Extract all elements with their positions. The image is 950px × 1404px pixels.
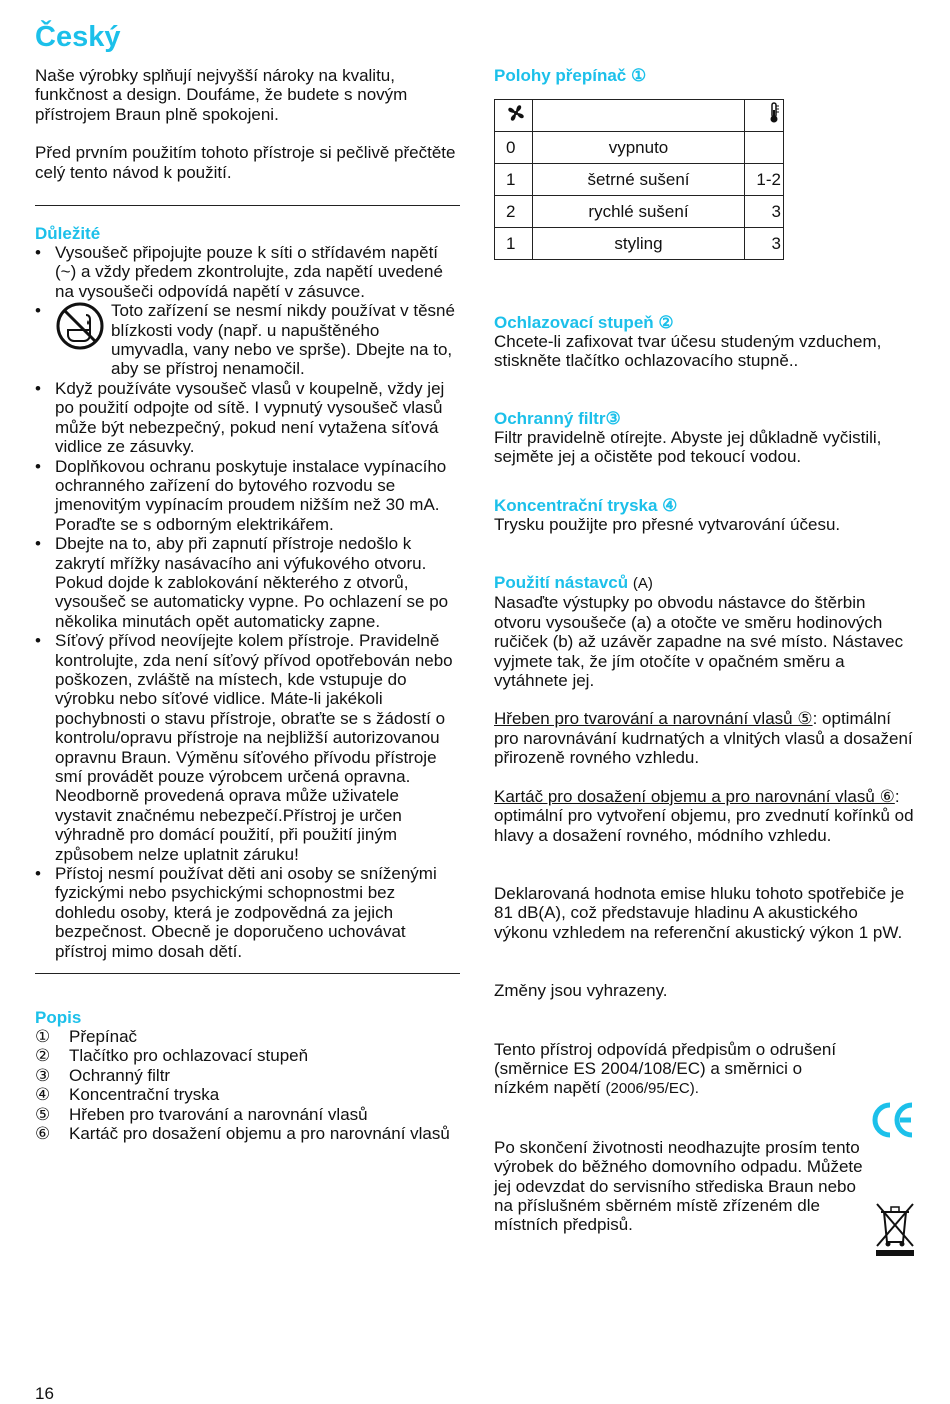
thermometer-icon — [745, 100, 784, 132]
list-item: • Když používáte vysoušeč vlasů v koupelně, vždy jej po použití odpojte od sítě. I vypnutý vysoušeč vlasů může být nebezpečný, pokud není vytažena síťová vidlice ze zásuvky. — [35, 378, 445, 457]
nozzle-text: Trysku použijte pro přesné vytvarování účesu. — [494, 514, 841, 534]
list-item: • Toto zařízení se nesmí nikdy používat v těsné blízkosti vody (např. u napuštěného umyvadla, vany nebo ve sprše). Dbejte na to, aby se přístroj nenamočil. — [35, 301, 455, 379]
filter-text: Filtr pravidelně otírejte. Abyste jej důkladně vyčistili, sejměte jej a očistěte pod tekoucí vodou. — [494, 427, 882, 467]
table-row: 0 vypnuto — [495, 132, 784, 164]
list-item: ① Přepínač — [35, 1027, 138, 1047]
noise-text: Deklarovaná hodnota emise hluku tohoto spotřebiče je 81 dB(A), což představuje hladinu A akustického výkonu vzhledem na referenční akustický výkon 1 pW. — [494, 883, 905, 942]
list-item: • Přístoj nesmí používat děti ani osoby se sníženými fyzickými nebo psychickými schopnostmi bez dohledu osoby, která je zodpovědná za jejich bezpečnost. Obecně je doporučeno uchovávat přístroj mimo dosah dětí. — [35, 864, 437, 961]
attach-heading: Použití nástavců — [494, 573, 629, 593]
intro-paragraph-1: Naše výrobky splňují nejvyšší nároky na kvalitu, funkčnost a design. Doufáme, že budete s novým přístrojem Braun plně spokojeni. — [35, 66, 408, 124]
switch-table — [494, 99, 784, 260]
cool-text: Chcete-li zafixovat tvar účesu studeným vzduchem, stiskněte tlačítko ochlazovacího stupně.. — [494, 332, 882, 371]
changes-text: Změny jsou vyhrazeny. — [494, 981, 668, 1001]
table-row: 1 styling 3 — [495, 228, 784, 260]
page-number: 16 — [35, 1384, 54, 1403]
list-item: • Vysoušeč připojujte pouze k síti o střídavém napětí (~) a vždy předem zkontrolujte, zda napětí uvedené na vysoušeči odpovídá napětí v zásuvce. — [35, 243, 443, 301]
brush-label: Kartáč pro dosažení objemu a pro narovnání vlasů ⑥ — [494, 786, 895, 806]
conformity-text: Tento přístroj odpovídá předpisům o odrušení (směrnice ES 2004/108/EC) a směrnici o nízkém napětí (2006/95/EC). — [494, 1039, 837, 1098]
cool-heading: Ochlazovací stupeň ② — [494, 313, 674, 332]
important-list — [35, 243, 460, 961]
attach-text: Nasaďte výstupky po obvodu nástavce do štěrbin otvoru vysoušeče (a) a otočte ve směru hodinových ručiček (b) až uzávěr zapadne na své místo. Nástavec vyjmete tak, že jím otočíte v opačném směru a vytáhnete jej. — [494, 593, 904, 691]
comb-paragraph: Hřeben pro tvarování a narovnání vlasů ⑤: optimální pro narovnávání kudrnatých a vlnitých vlasů a dosažení přirozeně rovného vzhledu. — [494, 709, 913, 768]
table-row: 2 rychlé sušení 3 — [495, 196, 784, 228]
list-item: • Doplňkovou ochranu poskytuje instalace vypínacího ochranného zařízení do bytového rozvodu se jmenovitým vypínacím proudem nižším než 30 mA. Poraďte se s odborným elektrikářem. — [35, 456, 447, 534]
ce-mark-icon — [870, 1100, 916, 1145]
intro-paragraph-2: Před prvním použitím tohoto přístroje si pečlivě přečtěte celý tento návod k použití. — [35, 143, 456, 182]
list-item: • Síťový přívod neovíjejte kolem přístroje. Pravidelně kontrolujte, zda není síťový přívod opotřebován nebo poškozen, zvláště na místech, kde vstupuje do výrobku nebo síťové vidlice. Máte-li jakékoli pochybnosti o stavu přístroje, obraťte se s žádostí o kontrolu/opravu přístroje na nejbližší autorizovanou opravnu Braun. Výměnu síťového přívodu přístroje smí provádět pouze výrobcem určená opravna. Neodborně provedená oprava může uživatele vystavit značnému nebezpečí.Přístroj je určen výhradně pro domácí použití, při použití jiným způsobem nelze uplatnit záruku! — [35, 631, 453, 864]
brush-paragraph: Kartáč pro dosažení objemu a pro narovnání vlasů ⑥: optimální pro vytvoření objemu, pro zvednutí kořínků od hlavy a dosažení rovného, módního vzhledu. — [494, 786, 914, 845]
disposal-text: Po skončení životnosti neodhazujte prosím tento výrobek do běžného domovního odpadu. Můžete jej odevzdat do servisního střediska Braun nebo na příslušném sběrném místě zřízeném dle místních předpisů. — [494, 1137, 863, 1235]
popis-list — [35, 1027, 460, 1143]
filter-heading: Ochranný filtr③ — [494, 408, 621, 428]
page-title: Český — [35, 21, 121, 53]
list-item: ⑥ Kartáč pro dosažení objemu a pro narovnání vlasů — [35, 1124, 450, 1144]
list-item: ② Tlačítko pro ochlazovací stupeň — [35, 1046, 309, 1066]
important-heading: Důležité — [35, 224, 101, 244]
attach-heading-row — [494, 573, 914, 593]
list-item: ③ Ochranný filtr — [35, 1065, 171, 1085]
table-row: 1 šetrné sušení 1-2 — [495, 164, 784, 196]
no-water-warning-icon — [55, 301, 111, 379]
table-header-row — [495, 100, 784, 132]
list-item: ⑤ Hřeben pro tvarování a narovnání vlasů — [35, 1104, 368, 1124]
left-column — [35, 20, 460, 1144]
fan-icon — [495, 100, 533, 132]
switch-heading: Polohy přepínač ① — [494, 66, 647, 85]
crossed-bin-icon — [874, 1200, 916, 1263]
divider — [35, 205, 460, 206]
nozzle-heading: Koncentrační tryska ④ — [494, 495, 678, 515]
divider — [35, 973, 460, 974]
comb-label: Hřeben pro tvarování a narovnání vlasů ⑤ — [494, 709, 813, 729]
right-column — [494, 66, 914, 1235]
list-item: ④ Koncentrační tryska — [35, 1085, 220, 1105]
attach-heading-suffix: (A) — [632, 575, 653, 593]
popis-heading: Popis — [35, 1008, 82, 1028]
list-item: • Dbejte na to, aby při zapnutí přístroje nedošlo k zakrytí mřížky nasávacího ani výfukového otvoru. Pokud dojde k zablokování některého z otvorů, vysoušeč se automaticky vypne. Po ochlazení se po několika minutách opět automaticky zapne. — [35, 534, 449, 631]
